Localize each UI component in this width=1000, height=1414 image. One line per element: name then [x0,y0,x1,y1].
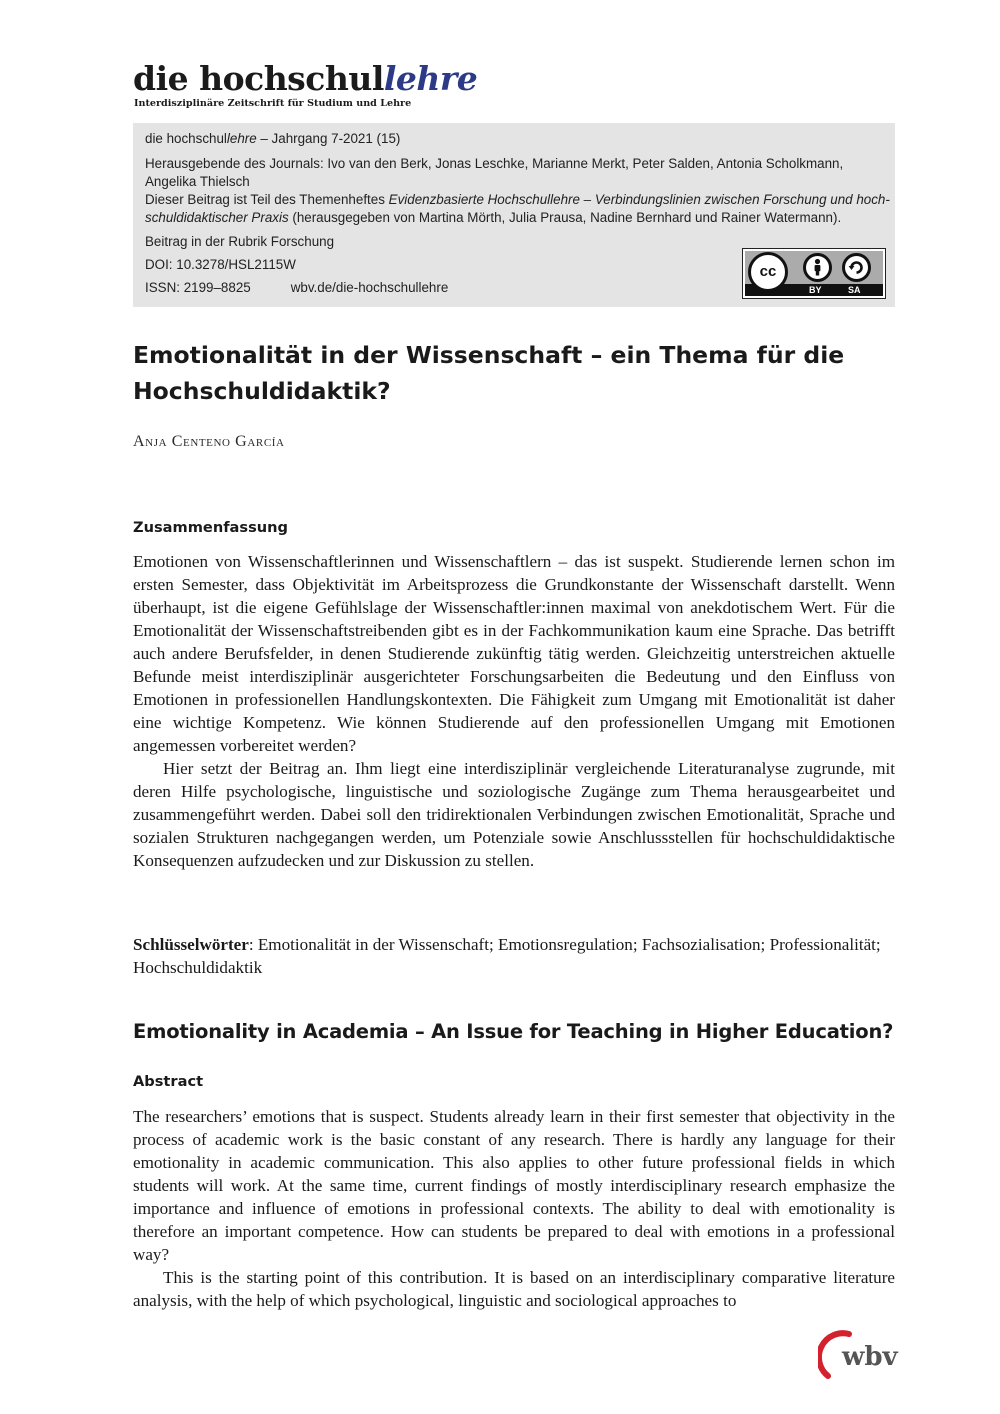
share-alike-icon [842,253,871,282]
wbv-publisher-logo [818,1326,898,1380]
keywords-list: : Emotionalität in der Wissenschaft; Emotionsregulation; Fachsozialisation; Professionalität; Hochschuldidaktik [133,935,881,977]
summary-paragraph-2: Hier setzt der Beitrag an. Ihm liegt eine interdisziplinär vergleichende Literaturanalyse zugrunde, mit deren Hilfe psychologische, linguistische und soziologische Zugänge zum Thema herausgearbeitet und zusammengeführt werden. Dabei soll den tridirektionalen Verbindungen zwischen Emotionalität, Sprache und sozialen Strukturen nachgegangen werden, um Potenziale sowie Anschlussstellen für hochschuldidaktische Konsequenzen aufzudecken und zur Diskussion zu stellen. [133,759,895,870]
issn: ISSN: 2199–8825 [145,280,251,295]
logo-text: wbv [842,1342,898,1372]
sa-label: SA [848,285,861,295]
doi-line: DOI: 10.3278/HSL2115W [145,257,296,272]
abstract-paragraph-1: The researchers’ emotions that is suspect. Students already learn in their first semester that objectivity in the process of academic work is the basic constant of any research. There is hardly any language for their emotionality in academic communication. This also applies to other future professional fields in which students will work. At the same time, current findings of mostly interdisciplinary research emphasize the importance and influence of emotions in professional contexts. The ability to deal with emotionality is therefore an important competence. How can students be prepared to deal with emotions in a professional way? [133,1107,895,1264]
masthead-title-accent: lehre [383,59,478,98]
journal-info-box [133,123,895,307]
summary-paragraph-1: Emotionen von Wissenschaftlerinnen und Wissenschaftlern – das ist suspekt. Studierende lernen schon im ersten Semester, dass Objektivität im Arbeitsprozess die Grundkonstante der Wissenschaft darstellt. Wenn überhaupt, ist die eigene Gefühlslage der Wissenschaftler:innen maximal von anekdotischem Wert. Für die Emotionalität der Wissenschaftstreibenden gibt es in der Fachkommunikation kaum eine Sprache. Das betrifft auch andere Berufsfelder, in denen Studierende zukünftig tätig werden. Gleichzeitig unterstreichen aktuelle Befunde meist interdisziplinär ausgerichteter Forschungsarbeiten die Bedeutung und den Einfluss von Emotionen in professionellen Handlungskontexten. Die Fähigkeit zum Umgang mit Emotionalität ist daher eine wichtige Kompetenz. Wie können Studierende auf den professionellen Umgang mit Emotionen angemessen vorbereitet werden? [133,552,895,755]
article-title: Emotionalität in der Wissenschaft – ein Thema für die Hochschuldidaktik? [133,341,845,405]
issn-line [145,279,448,297]
summary-body [133,550,895,872]
abstract-paragraph-2: This is the starting point of this contribution. It is based on an interdisciplinary comparative literature analysis, with the help of which psychological, linguistic and sociological approaches to [133,1268,895,1310]
keywords [133,933,895,979]
author-name: Anja Centeno García [133,433,285,450]
editors-line-2: Angelika Thielsch [145,174,250,189]
attribution-person-icon [803,253,832,282]
masthead-title-main: die hochschul [133,59,384,98]
cc-icon: cc [748,252,788,292]
cc-by-sa-badge [742,248,886,299]
journal-masthead [133,59,478,98]
rubric-line: Beitrag in der Rubrik Forschung [145,234,335,249]
abstract-body [133,1105,895,1312]
english-title: Emotionality in Academia – An Issue for Teaching in Higher Education? [133,1020,894,1043]
keywords-label: Schlüsselwörter [133,935,249,954]
journal-url[interactable]: wbv.de/die-hochschullehre [290,280,449,295]
abstract-heading: Abstract [133,1073,204,1090]
theme-issue-line-2: schuldidaktischer Praxis (herausgegeben von Martina Mörth, Julia Prausa, Nadine Bernhard und Rainer Watermann). [145,210,842,225]
journal-issue-line: die hochschullehre – Jahrgang 7-2021 (15) [145,131,401,146]
masthead-subtitle: Interdisziplinäre Zeitschrift für Studium und Lehre [134,98,412,109]
by-label: BY [809,285,822,295]
summary-heading: Zusammenfassung [133,519,289,536]
editors-line-1: Herausgebende des Journals: Ivo van den Berk, Jonas Leschke, Marianne Merkt, Peter Salden, Antonia Scholkmann, [145,156,844,171]
theme-issue-line-1: Dieser Beitrag ist Teil des Themenheftes Evidenzbasierte Hochschullehre – Verbindungslinien zwischen Forschung und hoch- [145,192,890,207]
